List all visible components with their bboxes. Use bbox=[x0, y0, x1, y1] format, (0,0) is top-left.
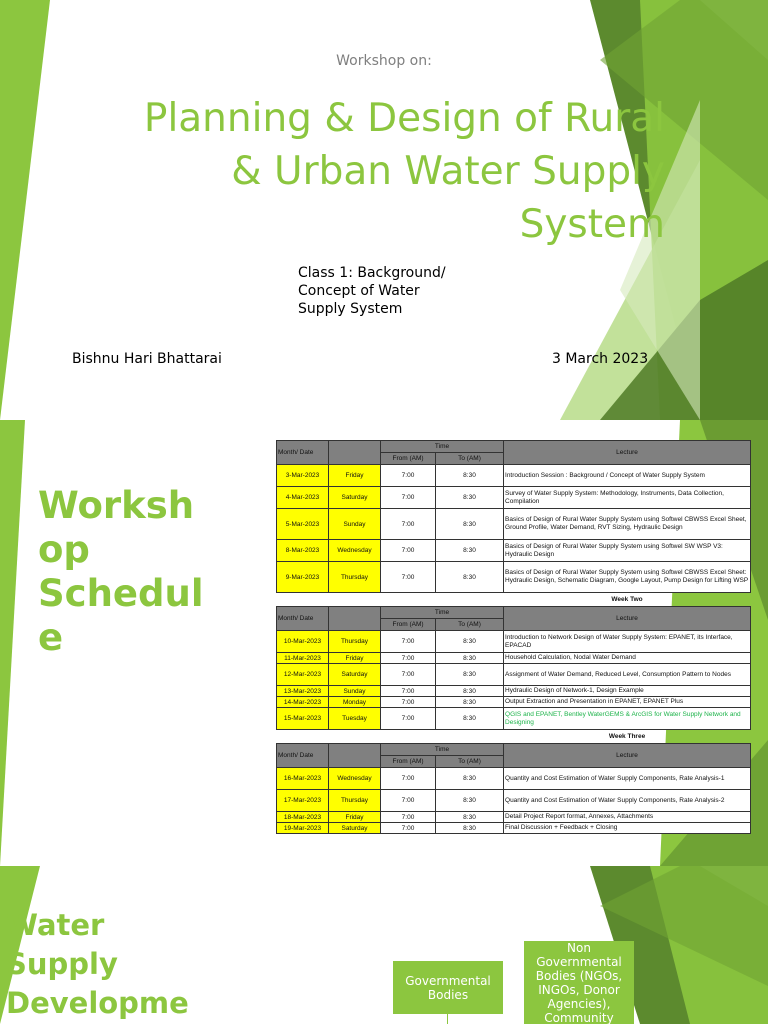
header-spacer bbox=[329, 607, 381, 631]
row-from: 7:00 bbox=[381, 509, 436, 540]
class-line: Supply System bbox=[298, 301, 403, 317]
class-line: Concept of Water bbox=[298, 283, 420, 299]
row-from: 7:00 bbox=[381, 823, 436, 834]
time-header: Time bbox=[381, 744, 504, 756]
row-to: 8:30 bbox=[436, 790, 504, 812]
lecture-header: Lecture bbox=[504, 441, 751, 465]
table-row bbox=[277, 812, 751, 823]
title-line: System bbox=[519, 202, 665, 247]
row-date: 15-Mar-2023 bbox=[277, 708, 329, 730]
month-date-header: Month/ Date bbox=[277, 744, 329, 768]
row-date: 11-Mar-2023 bbox=[277, 653, 329, 664]
week-label: Week Two bbox=[611, 596, 643, 603]
row-lecture: QGIS and EPANET, Bentley WaterGEMS & ArcGIS for Water Supply Network and Designing bbox=[504, 708, 751, 730]
presentation-title bbox=[60, 92, 665, 251]
row-to: 8:30 bbox=[436, 768, 504, 790]
table-row bbox=[277, 465, 751, 487]
schedule-heading bbox=[38, 484, 238, 660]
row-date: 16-Mar-2023 bbox=[277, 768, 329, 790]
table-row bbox=[277, 790, 751, 812]
row-date: 4-Mar-2023 bbox=[277, 487, 329, 509]
table-row bbox=[277, 631, 751, 653]
row-date: 13-Mar-2023 bbox=[277, 686, 329, 697]
lecture-header: Lecture bbox=[504, 607, 751, 631]
row-lecture: Quantity and Cost Estimation of Water Supply Components, Rate Analysis-2 bbox=[504, 790, 751, 812]
row-from: 7:00 bbox=[381, 812, 436, 823]
row-day: Wednesday bbox=[329, 540, 381, 562]
to-header: To (AM) bbox=[436, 619, 504, 631]
table-row bbox=[277, 686, 751, 697]
table-row bbox=[277, 540, 751, 562]
to-header: To (AM) bbox=[436, 756, 504, 768]
header-spacer bbox=[329, 441, 381, 465]
row-lecture: Detail Project Report format, Annexes, Attachments bbox=[504, 812, 751, 823]
table-row bbox=[277, 653, 751, 664]
row-date: 8-Mar-2023 bbox=[277, 540, 329, 562]
development-title bbox=[6, 906, 206, 1023]
row-lecture: Basics of Design of Rural Water Supply System using Softwel CBWSS Excel Sheet: Hydraulic Design, Schematic Diagram, Google Layout, Pump Design for Lifting WSP bbox=[504, 562, 751, 593]
month-date-header: Month/ Date bbox=[277, 607, 329, 631]
schedule-block bbox=[276, 440, 751, 593]
row-date: 17-Mar-2023 bbox=[277, 790, 329, 812]
row-lecture: Household Calculation, Nodal Water Demand bbox=[504, 653, 751, 664]
table-row bbox=[277, 823, 751, 834]
row-from: 7:00 bbox=[381, 487, 436, 509]
row-day: Saturday bbox=[329, 487, 381, 509]
row-from: 7:00 bbox=[381, 697, 436, 708]
row-lecture: Output Extraction and Presentation in EPANET, EPANET Plus bbox=[504, 697, 751, 708]
row-lecture: Introduction Session : Background / Concept of Water Supply System bbox=[504, 465, 751, 487]
row-to: 8:30 bbox=[436, 653, 504, 664]
row-to: 8:30 bbox=[436, 812, 504, 823]
table-row bbox=[277, 768, 751, 790]
class-line: Class 1: Background/ bbox=[298, 265, 446, 281]
row-from: 7:00 bbox=[381, 708, 436, 730]
row-day: Saturday bbox=[329, 664, 381, 686]
to-header: To (AM) bbox=[436, 453, 504, 465]
row-day: Thursday bbox=[329, 790, 381, 812]
row-day: Sunday bbox=[329, 686, 381, 697]
from-header: From (AM) bbox=[381, 756, 436, 768]
title-line: Planning & Design of Rural bbox=[143, 96, 665, 141]
row-lecture: Final Discussion + Feedback + Closing bbox=[504, 823, 751, 834]
table-row bbox=[277, 697, 751, 708]
row-date: 5-Mar-2023 bbox=[277, 509, 329, 540]
row-date: 9-Mar-2023 bbox=[277, 562, 329, 593]
row-to: 8:30 bbox=[436, 708, 504, 730]
row-lecture: Survey of Water Supply System: Methodology, Instruments, Data Collection, Compilation bbox=[504, 487, 751, 509]
row-day: Thursday bbox=[329, 631, 381, 653]
row-day: Sunday bbox=[329, 509, 381, 540]
development-slide bbox=[0, 866, 768, 1024]
row-day: Saturday bbox=[329, 823, 381, 834]
row-date: 18-Mar-2023 bbox=[277, 812, 329, 823]
governmental-bodies-box: Governmental Bodies bbox=[393, 961, 503, 1014]
row-date: 3-Mar-2023 bbox=[277, 465, 329, 487]
row-lecture: Quantity and Cost Estimation of Water Supply Components, Rate Analysis-1 bbox=[504, 768, 751, 790]
row-date: 19-Mar-2023 bbox=[277, 823, 329, 834]
row-to: 8:30 bbox=[436, 540, 504, 562]
row-to: 8:30 bbox=[436, 664, 504, 686]
row-lecture: Hydraulic Design of Network-1, Design Example bbox=[504, 686, 751, 697]
row-date: 10-Mar-2023 bbox=[277, 631, 329, 653]
heading-line: Worksh bbox=[38, 484, 195, 527]
time-header: Time bbox=[381, 441, 504, 453]
row-to: 8:30 bbox=[436, 823, 504, 834]
row-to: 8:30 bbox=[436, 631, 504, 653]
row-date: 14-Mar-2023 bbox=[277, 697, 329, 708]
row-to: 8:30 bbox=[436, 487, 504, 509]
month-date-header: Month/ Date bbox=[277, 441, 329, 465]
row-lecture: Basics of Design of Rural Water Supply System using Softwel SW WSP V3: Hydraulic Design bbox=[504, 540, 751, 562]
connector-line bbox=[447, 1014, 448, 1024]
row-from: 7:00 bbox=[381, 790, 436, 812]
lecture-header: Lecture bbox=[504, 744, 751, 768]
row-lecture: Introduction to Network Design of Water Supply System: EPANET, its Interface, EPACAD bbox=[504, 631, 751, 653]
row-to: 8:30 bbox=[436, 697, 504, 708]
from-header: From (AM) bbox=[381, 619, 436, 631]
workshop-label: Workshop on: bbox=[336, 53, 432, 69]
title-line: Supply bbox=[6, 947, 118, 981]
presentation-date: 3 March 2023 bbox=[552, 351, 649, 367]
row-date: 12-Mar-2023 bbox=[277, 664, 329, 686]
row-day: Wednesday bbox=[329, 768, 381, 790]
table-row bbox=[277, 487, 751, 509]
schedule-block bbox=[276, 606, 751, 730]
row-from: 7:00 bbox=[381, 686, 436, 697]
week-label: Week Three bbox=[608, 733, 646, 740]
heading-line: e bbox=[38, 616, 64, 659]
row-lecture: Basics of Design of Rural Water Supply System using Softwel CBWSS Excel Sheet, Ground Profile, Water Demand, RVT Sizing, Hydraulic Design bbox=[504, 509, 751, 540]
heading-line: Schedul bbox=[38, 572, 204, 615]
row-from: 7:00 bbox=[381, 631, 436, 653]
row-to: 8:30 bbox=[436, 562, 504, 593]
title-line: Developme bbox=[6, 986, 189, 1020]
table-row bbox=[277, 708, 751, 730]
row-day: Tuesday bbox=[329, 708, 381, 730]
author-name: Bishnu Hari Bhattarai bbox=[72, 351, 222, 367]
row-from: 7:00 bbox=[381, 465, 436, 487]
table-row bbox=[277, 509, 751, 540]
row-from: 7:00 bbox=[381, 768, 436, 790]
row-from: 7:00 bbox=[381, 540, 436, 562]
row-to: 8:30 bbox=[436, 465, 504, 487]
row-from: 7:00 bbox=[381, 664, 436, 686]
row-day: Friday bbox=[329, 465, 381, 487]
time-header: Time bbox=[381, 607, 504, 619]
row-from: 7:00 bbox=[381, 653, 436, 664]
row-day: Friday bbox=[329, 812, 381, 823]
row-day: Monday bbox=[329, 697, 381, 708]
schedule-table bbox=[276, 440, 750, 834]
heading-line: op bbox=[38, 528, 90, 571]
row-to: 8:30 bbox=[436, 686, 504, 697]
ngo-bodies-box: Non Governmental Bodies (NGOs, INGOs, Donor Agencies), Community bbox=[524, 941, 634, 1024]
row-lecture: Assignment of Water Demand, Reduced Level, Consumption Pattern to Nodes bbox=[504, 664, 751, 686]
header-spacer bbox=[329, 744, 381, 768]
schedule-block bbox=[276, 743, 751, 834]
row-day: Thursday bbox=[329, 562, 381, 593]
table-row bbox=[277, 562, 751, 593]
row-to: 8:30 bbox=[436, 509, 504, 540]
row-day: Friday bbox=[329, 653, 381, 664]
title-slide bbox=[0, 0, 768, 420]
row-from: 7:00 bbox=[381, 562, 436, 593]
title-line: Water bbox=[6, 908, 105, 942]
table-row bbox=[277, 664, 751, 686]
schedule-slide bbox=[0, 420, 768, 866]
title-line: & Urban Water Supply bbox=[231, 149, 665, 194]
class-subtitle bbox=[298, 264, 498, 318]
from-header: From (AM) bbox=[381, 453, 436, 465]
